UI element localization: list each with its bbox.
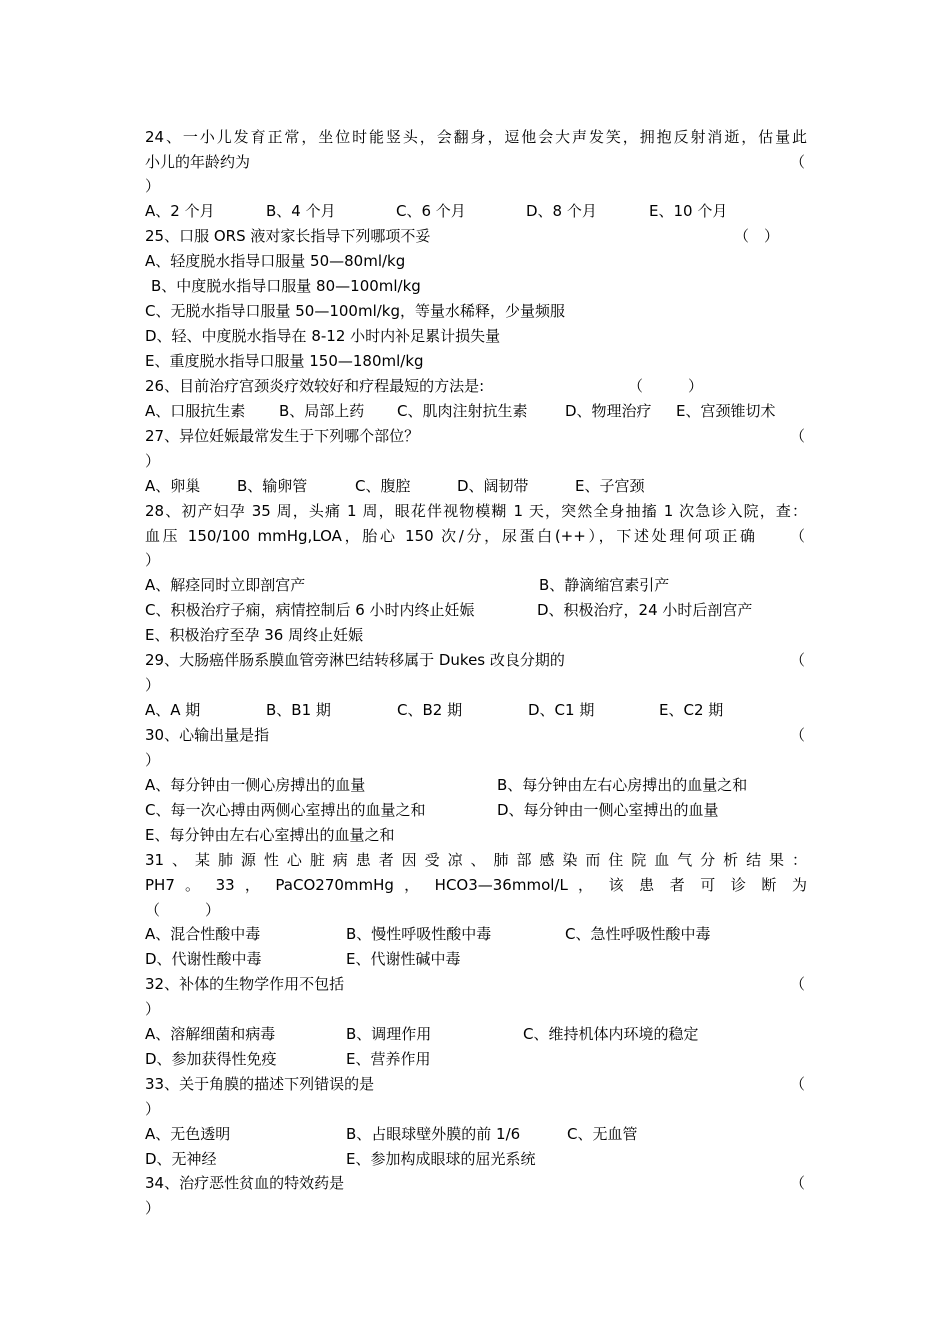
question-32-bracket-open: （ [790, 975, 806, 993]
question-28-bracket-open: （ [790, 527, 806, 545]
question-28-option-d: D、积极治疗，24 小时后剖宫产 [537, 601, 753, 619]
question-31-option-b: B、慢性呼吸性酸中毒 [346, 925, 492, 943]
question-29-option-b: B、B1 期 [266, 701, 331, 719]
question-27-option-d: D、阔韧带 [457, 477, 529, 495]
question-30-option-c: C、每一次心搏由两侧心室搏出的血量之和 [145, 801, 426, 819]
question-30-bracket-close: ） [145, 751, 161, 769]
question-24-bracket-close: ） [145, 177, 161, 195]
question-26-option-d: D、物理治疗 [565, 402, 652, 420]
question-25-option-a: A、轻度脱水指导口服量 50—80ml/kg [145, 252, 406, 270]
question-27-bracket-close: ） [145, 452, 161, 470]
question-31-option-e: E、代谢性碱中毒 [346, 950, 461, 968]
question-31-option-d: D、代谢性酸中毒 [145, 950, 262, 968]
question-28-stem-line-2: 血压 150/100 mmHg,LOA，胎心 150 次/分，尿蛋白(++），下述处理何项正确 [145, 527, 755, 545]
question-30-stem: 30、心输出量是指 [145, 726, 270, 744]
question-30-option-e: E、每分钟由左右心室搏出的血量之和 [145, 826, 395, 844]
question-33-option-e: E、参加构成眼球的屈光系统 [346, 1150, 536, 1168]
question-24-option-c: C、6 个月 [396, 202, 466, 220]
question-33-option-d: D、无神经 [145, 1150, 217, 1168]
question-31-option-c: C、急性呼吸性酸中毒 [565, 925, 711, 943]
question-25-option-d: D、轻、中度脱水指导在 8-12 小时内补足累计损失量 [145, 327, 501, 345]
question-25-stem: 25、口服 ORS 液对家长指导下列哪项不妥 [145, 227, 431, 245]
question-30-option-a: A、每分钟由一侧心房搏出的血量 [145, 776, 366, 794]
question-27-option-c: C、腹腔 [355, 477, 411, 495]
question-24-option-e: E、10 个月 [649, 202, 728, 220]
question-32-option-e: E、营养作用 [346, 1050, 431, 1068]
question-25-option-b: B、中度脱水指导口服量 80—100ml/kg [151, 277, 421, 295]
question-29-bracket-close: ） [145, 676, 161, 694]
question-25-bracket: （ ） [734, 227, 780, 245]
question-32-stem: 32、补体的生物学作用不包括 [145, 975, 345, 993]
question-27-option-e: E、子宫颈 [575, 477, 645, 495]
question-30-bracket-open: （ [790, 726, 806, 744]
question-31-stem-line-2: PH7 。 33 ， PaCO270mmHg ， HCO3—36mmol/L ， 该 患 者 可 诊 断 为 [145, 876, 807, 894]
question-33-option-c: C、无血管 [567, 1125, 638, 1143]
question-24-bracket-open: （ [790, 153, 806, 171]
question-28-option-a: A、解痉同时立即剖宫产 [145, 576, 306, 594]
question-32-option-d: D、参加获得性免疫 [145, 1050, 277, 1068]
question-24-stem-line-2: 小儿的年龄约为 [145, 153, 251, 171]
question-27-stem: 27、异位妊娠最常发生于下列哪个部位？ [145, 427, 420, 445]
question-25-option-e: E、重度脱水指导口服量 150—180ml/kg [145, 352, 424, 370]
question-33-stem: 33、关于角膜的描述下列错误的是 [145, 1075, 375, 1093]
question-27-option-b: B、输卵管 [237, 477, 308, 495]
question-27-option-a: A、卵巢 [145, 477, 201, 495]
question-33-bracket-close: ） [145, 1100, 161, 1118]
question-26-option-b: B、局部上药 [279, 402, 365, 420]
question-30-option-b: B、每分钟由左右心房搏出的血量之和 [497, 776, 748, 794]
question-33-option-a: A、无色透明 [145, 1125, 231, 1143]
question-24-option-a: A、2 个月 [145, 202, 215, 220]
question-29-option-e: E、C2 期 [659, 701, 724, 719]
question-26-option-e: E、宫颈锥切术 [676, 402, 776, 420]
question-32-bracket-close: ） [145, 1000, 161, 1018]
question-25-option-c: C、无脱水指导口服量 50—100ml/kg，等量水稀释，少量频服 [145, 302, 566, 320]
question-30-option-d: D、每分钟由一侧心室搏出的血量 [497, 801, 719, 819]
question-24-option-d: D、8 个月 [526, 202, 597, 220]
question-29-option-d: D、C1 期 [528, 701, 595, 719]
question-28-stem-line-1: 28、初产妇孕 35 周，头痛 1 周，眼花伴视物模糊 1 天，突然全身抽搐 1 次急诊入院，查： [145, 502, 807, 520]
question-29-option-a: A、A 期 [145, 701, 201, 719]
question-28-option-b: B、静滴缩宫素引产 [539, 576, 670, 594]
question-27-bracket-open: （ [790, 427, 806, 445]
question-29-bracket-open: （ [790, 651, 806, 669]
question-26-option-a: A、口服抗生素 [145, 402, 246, 420]
question-34-bracket-open: （ [790, 1174, 806, 1192]
question-31-bracket: （ ） [145, 901, 221, 919]
question-26-bracket: （ ） [628, 377, 704, 395]
question-31-stem-line-1: 31、某肺源性心脏病患者因受凉、肺部感染而住院血气分析结果： [145, 851, 807, 869]
question-28-option-e: E、积极治疗至孕 36 周终止妊娠 [145, 626, 364, 644]
question-34-stem: 34、治疗恶性贫血的特效药是 [145, 1174, 345, 1192]
question-28-option-c: C、积极治疗子痫，病情控制后 6 小时内终止妊娠 [145, 601, 475, 619]
question-32-option-a: A、溶解细菌和病毒 [145, 1025, 276, 1043]
question-32-option-c: C、维持机体内环境的稳定 [523, 1025, 699, 1043]
question-24-option-b: B、4 个月 [266, 202, 336, 220]
question-28-bracket-close: ） [145, 551, 161, 569]
question-26-stem: 26、目前治疗宫颈炎疗效较好和疗程最短的方法是: [145, 377, 485, 395]
question-26-option-c: C、肌肉注射抗生素 [397, 402, 528, 420]
question-24-stem-line-1: 24、一小儿发育正常，坐位时能竖头，会翻身，逗他会大声发笑，拥抱反射消逝，估量此 [145, 128, 807, 146]
question-34-bracket-close: ） [145, 1199, 161, 1217]
question-32-option-b: B、调理作用 [346, 1025, 432, 1043]
question-31-option-a: A、混合性酸中毒 [145, 925, 261, 943]
question-33-bracket-open: （ [790, 1075, 806, 1093]
question-29-option-c: C、B2 期 [397, 701, 463, 719]
question-29-stem: 29、大肠癌伴肠系膜血管旁淋巴结转移属于 Dukes 改良分期的 [145, 651, 565, 669]
question-33-option-b: B、占眼球壁外膜的前 1/6 [346, 1125, 521, 1143]
